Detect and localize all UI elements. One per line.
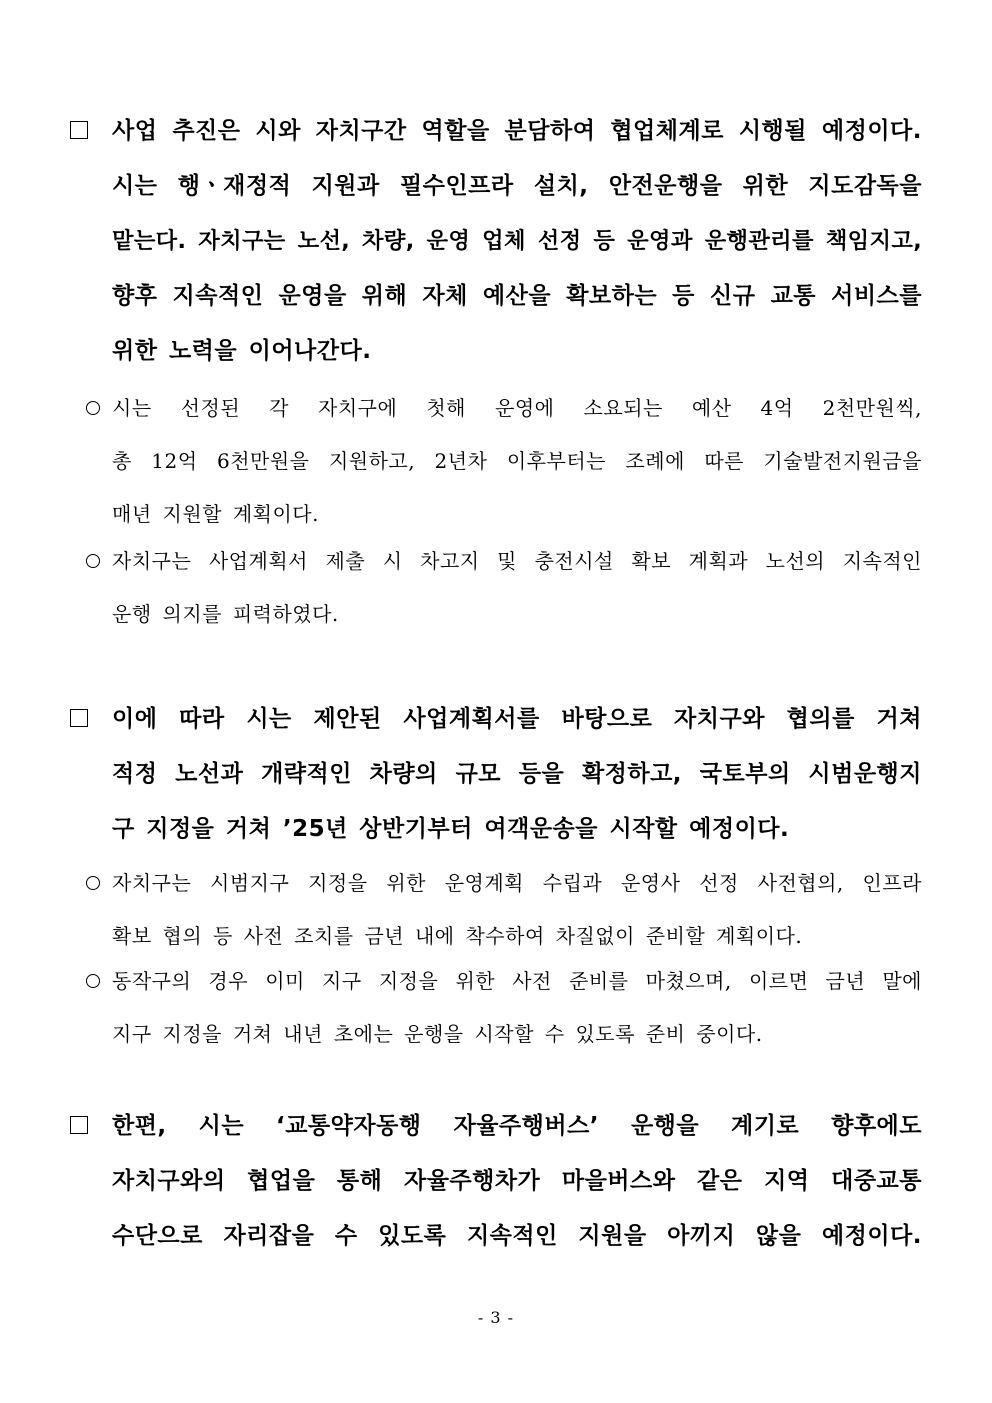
section-2-line-2: 적정 노선과 개략적인 차량의 규모 등을 확정하고, 국토부의 시범운행지: [112, 761, 922, 787]
page-number: - 3 -: [477, 1308, 515, 1327]
section-1-sub-2-paragraph: [112, 535, 922, 641]
section-1-sub-1-line-1: 시는 선정된 각 자치구에 첫해 운영에 소요되는 예산 4억 2천만원씩,: [112, 396, 922, 420]
section-2-sub-1-paragraph: [112, 857, 922, 963]
section-2-line-3: 구 지정을 거쳐 ’25년 상반기부터 여객운송을 시작할 예정이다.: [112, 816, 790, 842]
section-2-sub-2-line-1: 동작구의 경우 이미 지구 지정을 위한 사전 준비를 마쳤으며, 이르면 금년 말에: [112, 969, 922, 993]
section-1-sub-1-line-2: 총 12억 6천만원을 지원하고, 2년차 이후부터는 조례에 따른 기술발전지원금을: [112, 449, 922, 473]
section-2-sub-1-line-2: 확보 협의 등 사전 조치를 금년 내에 착수하여 차질없이 준비할 계획이다.: [112, 924, 803, 948]
section-1-line-3: 맡는다. 자치구는 노선, 차량, 운영 업체 선정 등 운영과 운행관리를 책임지고,: [112, 228, 922, 254]
circle-bullet-icon: [86, 876, 100, 890]
section-1-main-paragraph: [112, 104, 922, 379]
section-3-main-paragraph: [112, 1099, 922, 1264]
section-2-line-1: 이에 따라 시는 제안된 사업계획서를 바탕으로 자치구와 협의를 거쳐: [112, 706, 922, 732]
section-1-sub-1-paragraph: [112, 382, 922, 541]
circle-bullet-icon: [86, 554, 100, 568]
section-2-sub-2-line-2: 지구 지정을 거쳐 내년 초에는 운행을 시작할 수 있도록 준비 중이다.: [112, 1022, 763, 1046]
section-2-sub-2-paragraph: [112, 955, 922, 1061]
square-bullet-icon: [70, 121, 88, 139]
section-2-sub-1-line-1: 자치구는 시범지구 지정을 위한 운영계획 수립과 운영사 선정 사전협의, 인프라: [112, 871, 922, 895]
section-1-sub-2-line-2: 운행 의지를 피력하였다.: [112, 602, 339, 626]
section-1-line-1: 사업 추진은 시와 자치구간 역할을 분담하여 협업체계로 시행될 예정이다.: [112, 118, 922, 144]
section-1-line-4: 향후 지속적인 운영을 위해 자체 예산을 확보하는 등 신규 교통 서비스를: [112, 283, 922, 309]
circle-bullet-icon: [86, 974, 100, 988]
square-bullet-icon: [70, 1116, 88, 1134]
section-3-line-3: 수단으로 자리잡을 수 있도록 지속적인 지원을 아끼지 않을 예정이다.: [112, 1223, 922, 1249]
section-1-line-5: 위한 노력을 이어나간다.: [112, 338, 372, 364]
section-1-line-2: 시는 행ㆍ재정적 지원과 필수인프라 설치, 안전운행을 위한 지도감독을: [112, 173, 922, 199]
circle-bullet-icon: [86, 401, 100, 415]
section-1-sub-1-line-3: 매년 지원할 계획이다.: [112, 502, 319, 526]
section-1-sub-2-line-1: 자치구는 사업계획서 제출 시 차고지 및 충전시설 확보 계획과 노선의 지속적인: [112, 549, 922, 573]
section-2-main-paragraph: [112, 692, 922, 857]
section-3-line-2: 자치구와의 협업을 통해 자율주행차가 마을버스와 같은 지역 대중교통: [112, 1168, 922, 1194]
square-bullet-icon: [70, 709, 88, 727]
section-3-line-1: 한편, 시는 ‘교통약자동행 자율주행버스’ 운행을 계기로 향후에도: [112, 1113, 922, 1139]
